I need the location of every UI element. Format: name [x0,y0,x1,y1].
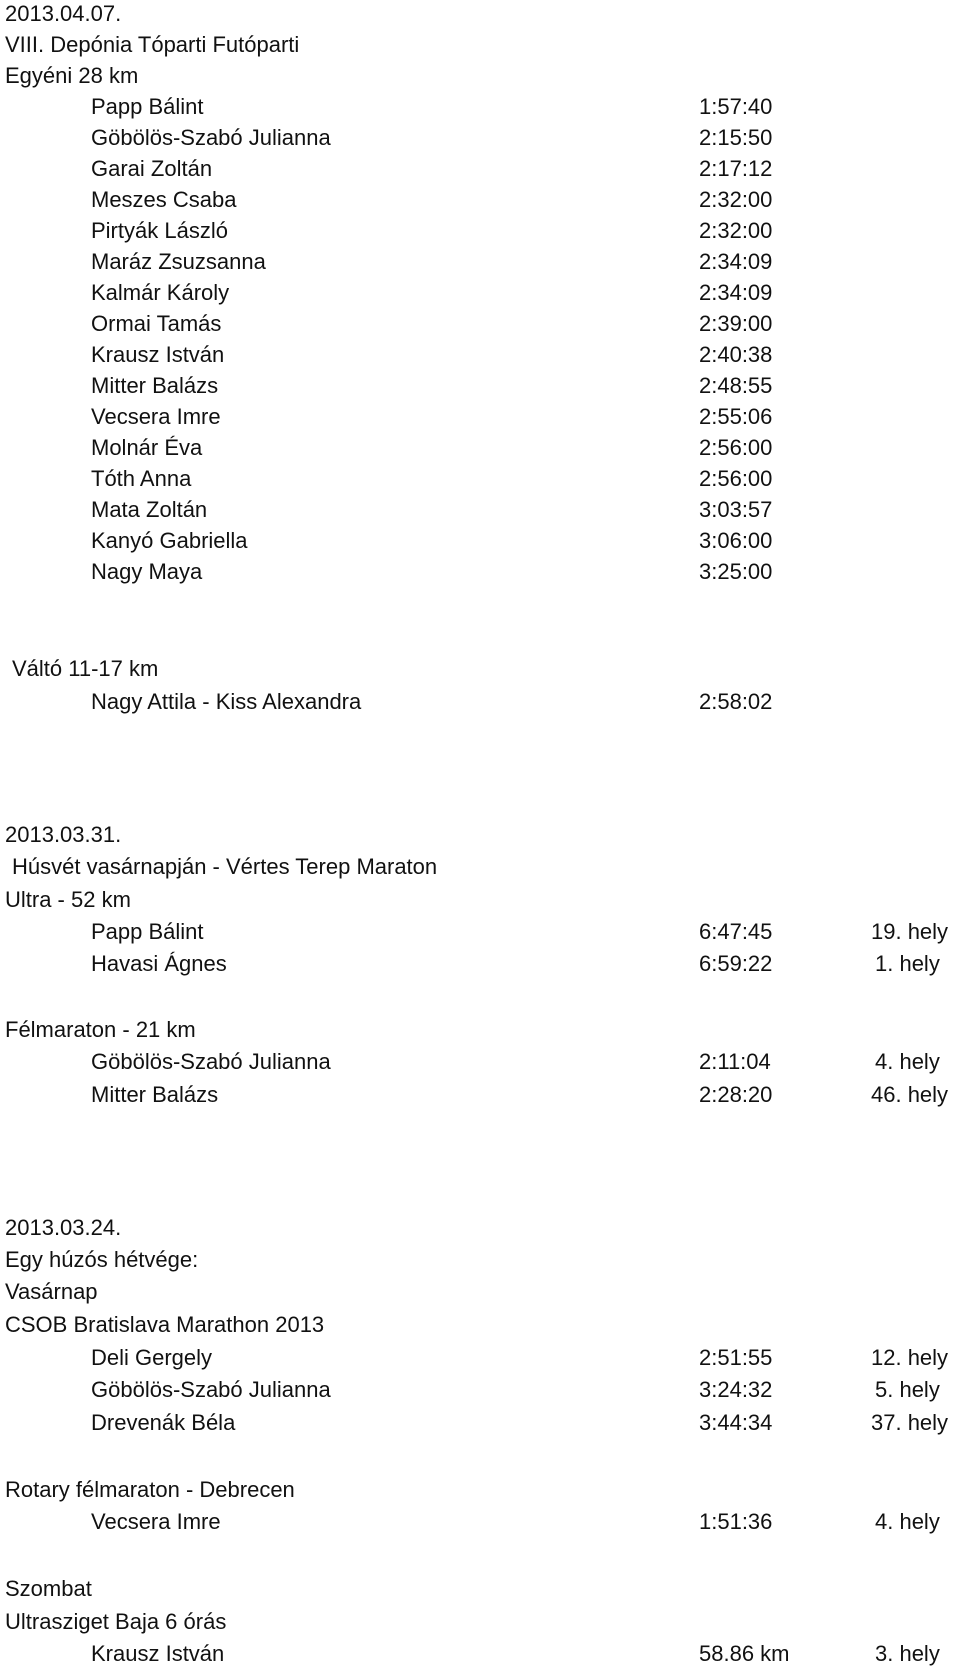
place: 19. hely [871,919,949,944]
relay-category-heading: Váltó 11-17 km [12,656,159,681]
section-date: 2013.03.31. [5,822,122,847]
event-title: Rotary félmaraton - Debrecen [5,1477,295,1502]
finish-time: 2:28:20 [699,1082,773,1107]
place: 12. hely [871,1345,949,1370]
section-title: Egy húzós hétvége: [5,1247,199,1272]
finish-time: 2:56:00 [699,435,773,460]
finish-time: 1:51:36 [699,1509,773,1534]
finish-time: 6:47:45 [699,919,773,944]
finish-time: 3:25:00 [699,559,773,584]
runner-name: Krausz István [91,342,225,367]
place: 1. hely [875,951,940,976]
finish-time: 2:56:00 [699,466,773,491]
runner-name: Molnár Éva [91,435,203,460]
finish-time: 2:11:04 [699,1049,771,1074]
relay-team-name: Nagy Attila - Kiss Alexandra [91,689,362,714]
place: 4. hely [875,1049,940,1074]
runner-name: Mata Zoltán [91,497,208,522]
place: 46. hely [871,1082,949,1107]
category-heading: Egyéni 28 km [5,63,139,88]
finish-time: 2:34:09 [699,249,773,274]
section-date: 2013.04.07. [5,1,122,26]
finish-time: 2:39:00 [699,311,773,336]
runner-name: Papp Bálint [91,919,204,944]
finish-time: 2:51:55 [699,1345,773,1370]
runner-name: Havasi Ágnes [91,951,227,976]
runner-name: Meszes Csaba [91,187,237,212]
runner-name: Garai Zoltán [91,156,213,181]
runner-name: Krausz István [91,1641,225,1666]
place: 4. hely [875,1509,940,1534]
place: 5. hely [875,1377,940,1402]
finish-time: 3:03:57 [699,497,773,522]
finish-time: 2:32:00 [699,218,773,243]
day-heading: Szombat [5,1576,92,1601]
category-heading: Ultra - 52 km [5,887,131,912]
finish-time: 3:24:32 [699,1377,773,1402]
runner-name: Göbölös-Szabó Julianna [91,1377,331,1402]
runner-name: Ormai Tamás [91,311,222,336]
finish-time: 2:48:55 [699,373,773,398]
finish-time: 2:34:09 [699,280,773,305]
runner-name: Deli Gergely [91,1345,213,1370]
runner-name: Pirtyák László [91,218,228,243]
runner-name: Mitter Balázs [91,1082,219,1107]
runner-name: Vecsera Imre [91,1509,221,1534]
runner-name: Drevenák Béla [91,1410,236,1435]
distance: 58.86 km [699,1641,790,1666]
runner-name: Papp Bálint [91,94,204,119]
event-title: VIII. Depónia Tóparti Futóparti [5,32,300,57]
finish-time: 3:06:00 [699,528,773,553]
runner-name: Vecsera Imre [91,404,221,429]
finish-time: 2:58:02 [699,689,773,714]
finish-time: 2:40:38 [699,342,773,367]
finish-time: 2:55:06 [699,404,773,429]
day-heading: Vasárnap [5,1279,98,1304]
finish-time: 2:32:00 [699,187,773,212]
runner-name: Nagy Maya [91,559,203,584]
runner-name: Mitter Balázs [91,373,219,398]
runner-name: Kalmár Károly [91,280,230,305]
runner-name: Maráz Zsuzsanna [91,249,266,274]
finish-time: 2:15:50 [699,125,773,150]
finish-time: 1:57:40 [699,94,773,119]
event-title: Ultrasziget Baja 6 órás [5,1609,227,1634]
place: 3. hely [875,1641,940,1666]
runner-name: Göbölös-Szabó Julianna [91,1049,331,1074]
finish-time: 3:44:34 [699,1410,773,1435]
place: 37. hely [871,1410,949,1435]
runner-name: Kanyó Gabriella [91,528,248,553]
category-heading: Félmaraton - 21 km [5,1017,196,1042]
event-title: Húsvét vasárnapján - Vértes Terep Maraton [12,854,438,879]
finish-time: 6:59:22 [699,951,773,976]
runner-name: Göbölös-Szabó Julianna [91,125,331,150]
event-title: CSOB Bratislava Marathon 2013 [5,1312,325,1337]
finish-time: 2:17:12 [699,156,773,181]
runner-name: Tóth Anna [91,466,192,491]
section-date: 2013.03.24. [5,1215,122,1240]
